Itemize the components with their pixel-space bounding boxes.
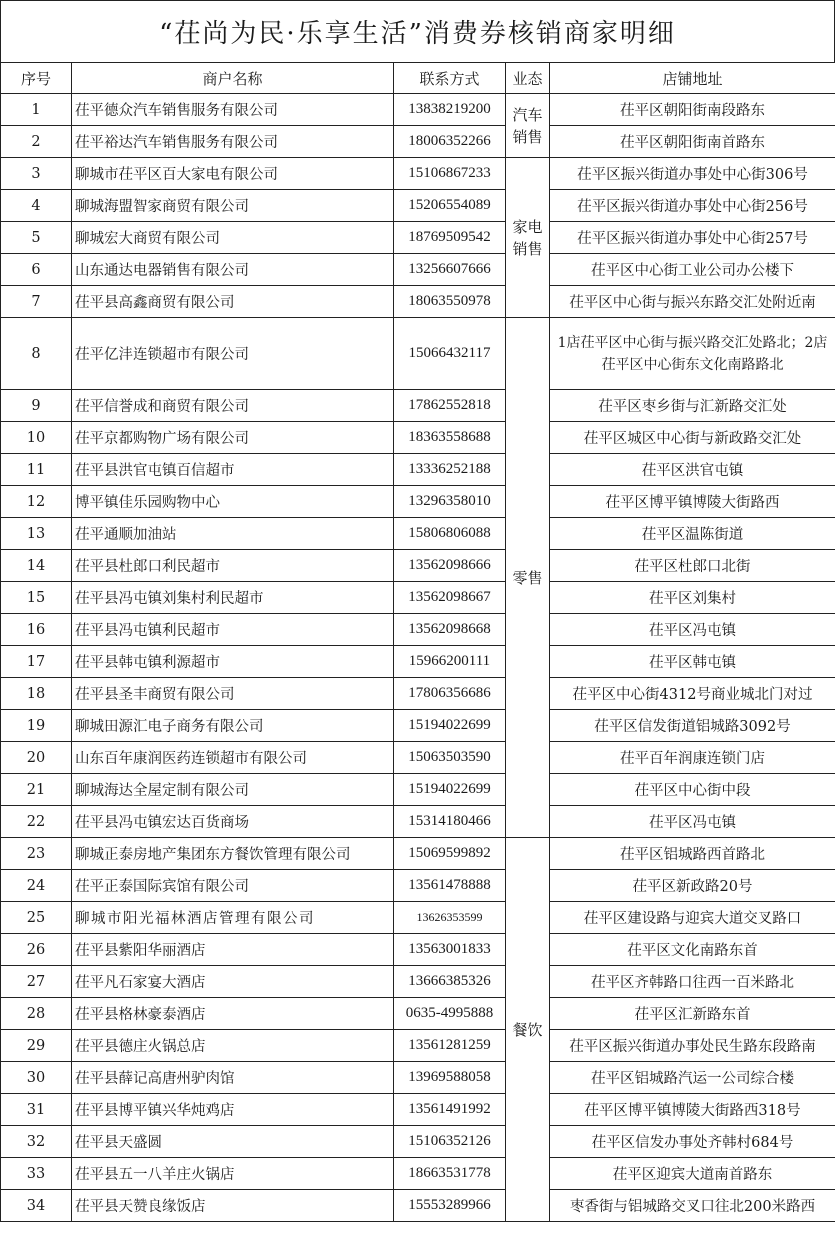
table-row: [1, 1030, 835, 1062]
row-address: 茌平区信发办事处齐韩村684号: [550, 1126, 835, 1158]
row-name: 聊城市阳光福林酒店管理有限公司: [72, 902, 394, 934]
row-phone: 15066432117: [394, 318, 506, 390]
row-name: 茌平县德庄火锅总店: [72, 1030, 394, 1062]
merchant-table: [0, 62, 835, 1222]
row-name: 茌平县洪官屯镇百信超市: [72, 454, 394, 486]
row-name: 茌平县五一八羊庄火锅店: [72, 1158, 394, 1190]
table-row: [1, 222, 835, 254]
row-name: 聊城正泰房地产集团东方餐饮管理有限公司: [72, 838, 394, 870]
row-address: 茌平区信发街道铝城路3092号: [550, 710, 835, 742]
table-row: [1, 614, 835, 646]
table-row: [1, 190, 835, 222]
table-row: [1, 318, 835, 390]
row-name: 茌平县杜郎口利民超市: [72, 550, 394, 582]
table-row: [1, 94, 835, 126]
row-address: 茌平区城区中心街与新政路交汇处: [550, 422, 835, 454]
row-name: 茌平亿沣连锁超市有限公司: [72, 318, 394, 390]
row-seq: 24: [1, 870, 72, 902]
row-address: 茌平区中心街4312号商业城北门对过: [550, 678, 835, 710]
table-row: [1, 126, 835, 158]
row-address: 茌平区博平镇博陵大街路西: [550, 486, 835, 518]
table-row: [1, 1094, 835, 1126]
row-seq: 10: [1, 422, 72, 454]
row-address: 茌平区刘集村: [550, 582, 835, 614]
row-address: 茌平区博平镇博陵大街路西318号: [550, 1094, 835, 1126]
header-address: 店铺地址: [550, 63, 835, 94]
row-address: 茌平区冯屯镇: [550, 806, 835, 838]
table-row: [1, 158, 835, 190]
row-phone: 13561281259: [394, 1030, 506, 1062]
row-seq: 33: [1, 1158, 72, 1190]
table-row: [1, 902, 835, 934]
row-seq: 5: [1, 222, 72, 254]
row-phone: 13256607666: [394, 254, 506, 286]
table-row: [1, 254, 835, 286]
category-retail: 零售: [506, 318, 550, 838]
row-phone: 15966200111: [394, 646, 506, 678]
row-name: 聊城海达全屋定制有限公司: [72, 774, 394, 806]
row-address: 茌平区迎宾大道南首路东: [550, 1158, 835, 1190]
header-name: 商户名称: [72, 63, 394, 94]
category-auto: 汽车销售: [506, 94, 550, 158]
table-row: [1, 1126, 835, 1158]
table-row: [1, 1190, 835, 1222]
row-phone: 13561478888: [394, 870, 506, 902]
row-phone: 15106352126: [394, 1126, 506, 1158]
row-name: 茌平县冯屯镇宏达百货商场: [72, 806, 394, 838]
row-address: 茌平区新政路20号: [550, 870, 835, 902]
row-phone: 15194022699: [394, 774, 506, 806]
table-row: [1, 1062, 835, 1094]
table-row: [1, 582, 835, 614]
row-address: 茌平区振兴街道办事处中心街257号: [550, 222, 835, 254]
row-phone: 18363558688: [394, 422, 506, 454]
row-phone: 15106867233: [394, 158, 506, 190]
row-address: 茌平区文化南路东首: [550, 934, 835, 966]
row-seq: 30: [1, 1062, 72, 1094]
row-address: 茌平区齐韩路口往西一百米路北: [550, 966, 835, 998]
row-name: 茌平县天盛圆: [72, 1126, 394, 1158]
row-address: 茌平区铝城路汽运一公司综合楼: [550, 1062, 835, 1094]
row-phone: 13296358010: [394, 486, 506, 518]
row-phone: 15806806088: [394, 518, 506, 550]
table-header-row: [1, 63, 835, 94]
table-row: [1, 806, 835, 838]
row-address: 茌平区杜郎口北街: [550, 550, 835, 582]
row-seq: 15: [1, 582, 72, 614]
row-address: 茌平区温陈街道: [550, 518, 835, 550]
row-name: 茌平通顺加油站: [72, 518, 394, 550]
row-name: 茌平凡石家宴大酒店: [72, 966, 394, 998]
row-seq: 8: [1, 318, 72, 390]
row-name: 茌平德众汽车销售服务有限公司: [72, 94, 394, 126]
row-seq: 16: [1, 614, 72, 646]
row-name: 茌平县冯屯镇刘集村利民超市: [72, 582, 394, 614]
row-seq: 14: [1, 550, 72, 582]
header-type: 业态: [506, 63, 550, 94]
row-address: 茌平区振兴街道办事处中心街256号: [550, 190, 835, 222]
row-address: 茌平区建设路与迎宾大道交叉路口: [550, 902, 835, 934]
row-name: 茌平县紫阳华丽酒店: [72, 934, 394, 966]
row-phone: 15314180466: [394, 806, 506, 838]
row-name: 茌平县格林豪泰酒店: [72, 998, 394, 1030]
row-address: 茌平区枣乡街与汇新路交汇处: [550, 390, 835, 422]
row-seq: 9: [1, 390, 72, 422]
table-row: [1, 710, 835, 742]
table-row: [1, 742, 835, 774]
table-row: [1, 838, 835, 870]
table-row: [1, 390, 835, 422]
table-row: [1, 646, 835, 678]
header-seq: 序号: [1, 63, 72, 94]
row-phone: 13561491992: [394, 1094, 506, 1126]
category-dining: 餐饮: [506, 838, 550, 1222]
row-seq: 31: [1, 1094, 72, 1126]
row-name: 山东通达电器销售有限公司: [72, 254, 394, 286]
row-name: 茌平县薛记高唐州驴肉馆: [72, 1062, 394, 1094]
row-phone: 15553289966: [394, 1190, 506, 1222]
row-seq: 7: [1, 286, 72, 318]
row-name: 茌平裕达汽车销售服务有限公司: [72, 126, 394, 158]
row-seq: 3: [1, 158, 72, 190]
row-phone: 17806356686: [394, 678, 506, 710]
row-address: 茌平区韩屯镇: [550, 646, 835, 678]
row-seq: 20: [1, 742, 72, 774]
table-row: [1, 454, 835, 486]
row-address: 枣香街与铝城路交叉口往北200米路西: [550, 1190, 835, 1222]
row-address: 茌平区振兴街道办事处民生路东段路南: [550, 1030, 835, 1062]
table-row: [1, 998, 835, 1030]
row-name: 博平镇佳乐园购物中心: [72, 486, 394, 518]
row-name: 聊城田源汇电子商务有限公司: [72, 710, 394, 742]
row-phone: 13562098668: [394, 614, 506, 646]
header-phone: 联系方式: [394, 63, 506, 94]
row-name: 茌平信誉成和商贸有限公司: [72, 390, 394, 422]
row-phone: 13838219200: [394, 94, 506, 126]
page-title: “茌尚为民·乐享生活”消费券核销商家明细: [0, 0, 835, 62]
row-name: 茌平京都购物广场有限公司: [72, 422, 394, 454]
row-phone: 13666385326: [394, 966, 506, 998]
table-row: [1, 550, 835, 582]
row-address: 茌平区汇新路东首: [550, 998, 835, 1030]
row-address: 茌平区振兴街道办事处中心街306号: [550, 158, 835, 190]
row-seq: 11: [1, 454, 72, 486]
row-phone: 17862552818: [394, 390, 506, 422]
table-row: [1, 518, 835, 550]
row-phone: 15194022699: [394, 710, 506, 742]
row-seq: 19: [1, 710, 72, 742]
row-name: 茌平县高鑫商贸有限公司: [72, 286, 394, 318]
row-name: 茌平正泰国际宾馆有限公司: [72, 870, 394, 902]
row-name: 山东百年康润医药连锁超市有限公司: [72, 742, 394, 774]
row-name: 茌平县冯屯镇利民超市: [72, 614, 394, 646]
row-seq: 22: [1, 806, 72, 838]
row-address: 茌平区中心街与振兴东路交汇处附近南: [550, 286, 835, 318]
table-row: [1, 966, 835, 998]
row-phone: 18006352266: [394, 126, 506, 158]
row-seq: 4: [1, 190, 72, 222]
row-phone: 13626353599: [394, 902, 506, 934]
row-seq: 25: [1, 902, 72, 934]
row-address: 茌平区中心街中段: [550, 774, 835, 806]
row-seq: 13: [1, 518, 72, 550]
row-address: 茌平区铝城路西首路北: [550, 838, 835, 870]
row-seq: 26: [1, 934, 72, 966]
row-address: 茌平区冯屯镇: [550, 614, 835, 646]
row-name: 聊城海盟智家商贸有限公司: [72, 190, 394, 222]
row-name: 茌平县韩屯镇利源超市: [72, 646, 394, 678]
row-seq: 12: [1, 486, 72, 518]
row-seq: 6: [1, 254, 72, 286]
table-row: [1, 486, 835, 518]
row-phone: 13336252188: [394, 454, 506, 486]
row-name: 茌平县博平镇兴华炖鸡店: [72, 1094, 394, 1126]
row-name: 聊城宏大商贸有限公司: [72, 222, 394, 254]
table-row: [1, 678, 835, 710]
row-phone: 0635-4995888: [394, 998, 506, 1030]
row-seq: 34: [1, 1190, 72, 1222]
table-row: [1, 870, 835, 902]
row-address: 茌平区朝阳街南首路东: [550, 126, 835, 158]
row-name: 茌平县圣丰商贸有限公司: [72, 678, 394, 710]
table-row: [1, 286, 835, 318]
row-phone: 15206554089: [394, 190, 506, 222]
row-phone: 18663531778: [394, 1158, 506, 1190]
row-address: 茌平区洪官屯镇: [550, 454, 835, 486]
row-seq: 28: [1, 998, 72, 1030]
row-phone: 13563001833: [394, 934, 506, 966]
row-seq: 21: [1, 774, 72, 806]
row-seq: 18: [1, 678, 72, 710]
row-phone: 18769509542: [394, 222, 506, 254]
row-phone: 13562098667: [394, 582, 506, 614]
row-seq: 2: [1, 126, 72, 158]
row-seq: 32: [1, 1126, 72, 1158]
table-row: [1, 422, 835, 454]
table-row: [1, 774, 835, 806]
row-seq: 1: [1, 94, 72, 126]
table-row: [1, 1158, 835, 1190]
row-phone: 13562098666: [394, 550, 506, 582]
row-address: 茌平百年润康连锁门店: [550, 742, 835, 774]
category-appliance: 家电销售: [506, 158, 550, 318]
row-phone: 15069599892: [394, 838, 506, 870]
row-seq: 23: [1, 838, 72, 870]
row-seq: 27: [1, 966, 72, 998]
row-name: 茌平县天赞良缘饭店: [72, 1190, 394, 1222]
row-address: 茌平区中心街工业公司办公楼下: [550, 254, 835, 286]
row-address: 茌平区朝阳街南段路东: [550, 94, 835, 126]
row-name: 聊城市茌平区百大家电有限公司: [72, 158, 394, 190]
row-phone: 13969588058: [394, 1062, 506, 1094]
row-phone: 15063503590: [394, 742, 506, 774]
row-address: 1店茌平区中心街与振兴路交汇处路北；2店茌平区中心街东文化南路路北: [550, 318, 835, 390]
row-seq: 29: [1, 1030, 72, 1062]
row-seq: 17: [1, 646, 72, 678]
row-phone: 18063550978: [394, 286, 506, 318]
table-row: [1, 934, 835, 966]
